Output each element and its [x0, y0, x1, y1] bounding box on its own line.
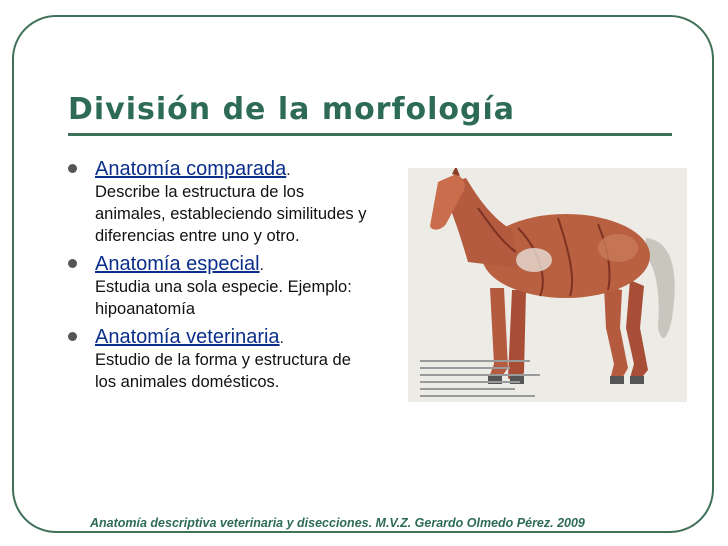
bullet-description: Describe la estructura de los animales, estableciendo similitudes y diferencias entre uno y otro. — [95, 183, 367, 245]
bullet-list — [68, 158, 368, 399]
bullet-period: . — [259, 257, 264, 274]
bullet-dot-icon — [68, 259, 77, 268]
figure-legend — [420, 360, 560, 402]
bullet-description: Estudia una sola especie. Ejemplo: hipoanatomía — [95, 278, 352, 318]
bullet-term-link[interactable]: Anatomía comparada — [95, 158, 287, 180]
bullet-term-link[interactable]: Anatomía veterinaria — [95, 326, 280, 348]
bullet-description: Estudio de la forma y estructura de los animales domésticos. — [95, 351, 351, 391]
slide-footer: Anatomía descriptiva veterinaria y disecciones. M.V.Z. Gerardo Olmedo Pérez. 2009 — [90, 516, 585, 530]
bullet-dot-icon — [68, 164, 77, 173]
slide-title: División de la morfología — [68, 92, 516, 127]
title-underline — [68, 133, 672, 136]
bullet-term-link[interactable]: Anatomía especial — [95, 253, 260, 275]
bullet-item — [68, 326, 368, 393]
bullet-period: . — [286, 162, 291, 179]
bullet-dot-icon — [68, 332, 77, 341]
bullet-item — [68, 158, 368, 247]
bullet-item — [68, 253, 368, 320]
horse-anatomy-figure — [408, 168, 687, 402]
bullet-period: . — [279, 330, 284, 347]
